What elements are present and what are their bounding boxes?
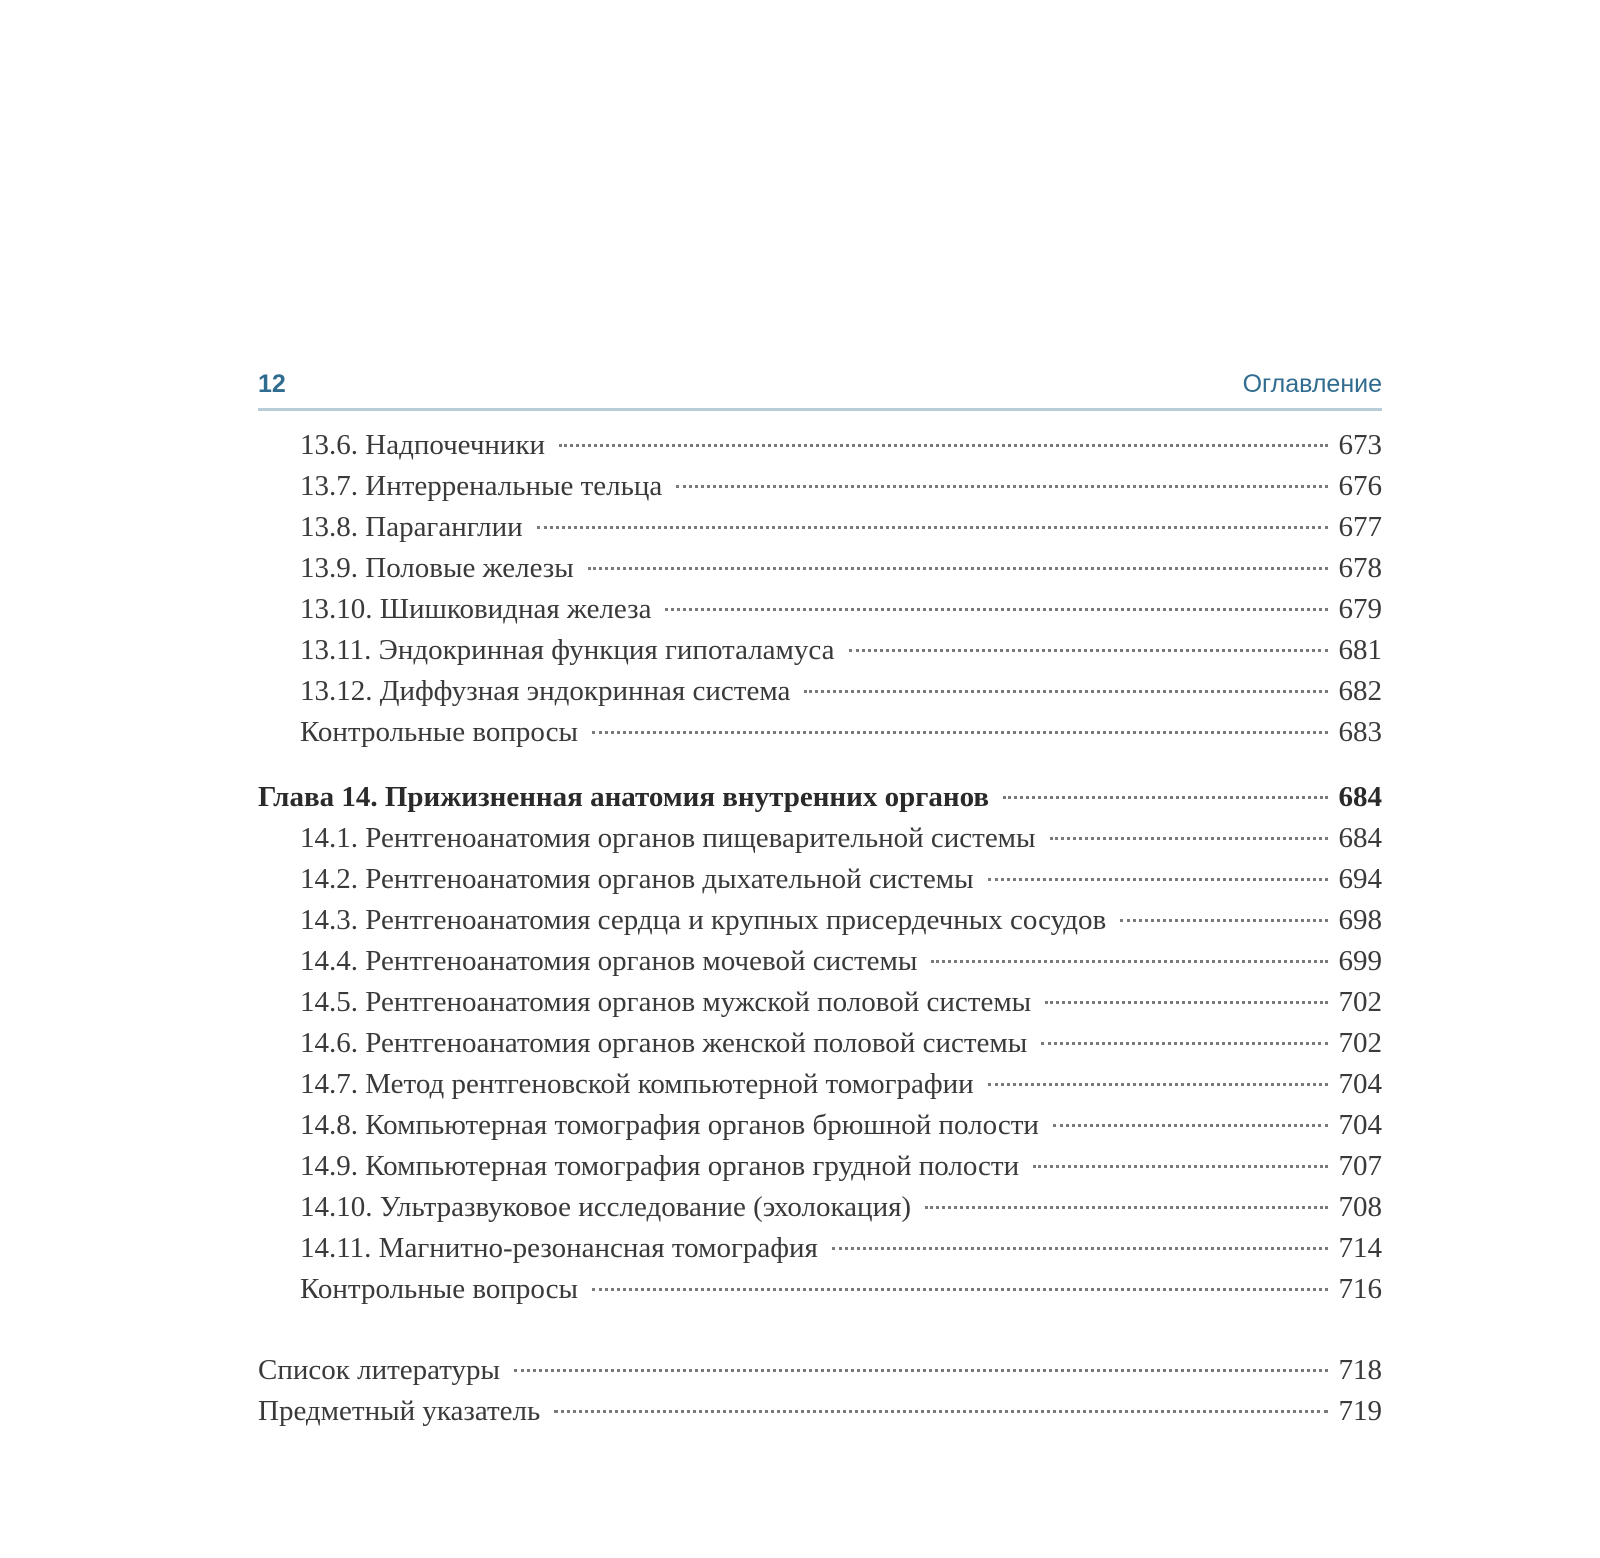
toc-entry-title: 13.12. Диффузная эндокринная система bbox=[300, 675, 791, 707]
toc-entry-page: 704 bbox=[1338, 1109, 1382, 1141]
dot-leader bbox=[988, 1083, 1328, 1086]
toc-entry-title: 13.10. Шишковидная железа bbox=[300, 593, 652, 625]
toc-entry-13-12[interactable] bbox=[258, 671, 1382, 712]
toc-entry-14-7[interactable] bbox=[258, 1064, 1382, 1105]
toc-entry-14-3[interactable] bbox=[258, 900, 1382, 941]
toc-entry-14-11[interactable] bbox=[258, 1228, 1382, 1269]
dot-leader bbox=[588, 567, 1328, 570]
toc-entry-title: Контрольные вопросы bbox=[300, 1273, 578, 1305]
toc-entry-page: 673 bbox=[1338, 429, 1382, 461]
toc-chapter-title: Глава 14. Прижизненная анатомия внутренних органов bbox=[258, 781, 990, 813]
toc-entry-page: 682 bbox=[1338, 675, 1382, 707]
toc-entry-14-5[interactable] bbox=[258, 982, 1382, 1023]
toc-entry-page: 694 bbox=[1338, 863, 1382, 895]
dot-leader bbox=[592, 731, 1328, 734]
dot-leader bbox=[592, 1288, 1328, 1291]
dot-leader bbox=[988, 878, 1328, 881]
toc-entry-13-11[interactable] bbox=[258, 630, 1382, 671]
toc-entry-page: 698 bbox=[1338, 904, 1382, 936]
toc-entry-title: 14.8. Компьютерная томография органов брюшной полости bbox=[300, 1109, 1039, 1141]
dot-leader bbox=[665, 608, 1328, 611]
toc-entry-page: 719 bbox=[1338, 1395, 1382, 1427]
toc-entry-title: 14.10. Ультразвуковое исследование (эхолокация) bbox=[300, 1191, 912, 1223]
toc-entry-14-9[interactable] bbox=[258, 1146, 1382, 1187]
toc-entry-title: 13.9. Половые железы bbox=[300, 552, 574, 584]
dot-leader bbox=[849, 649, 1328, 652]
running-title: Оглавление bbox=[1242, 370, 1382, 398]
toc-entry-13-7[interactable] bbox=[258, 466, 1382, 507]
toc-entry-page: 684 bbox=[1338, 822, 1382, 854]
toc-entry-page: 707 bbox=[1338, 1150, 1382, 1182]
toc-entry-page: 714 bbox=[1338, 1232, 1382, 1264]
dot-leader bbox=[931, 960, 1328, 963]
toc-entry-page: 704 bbox=[1338, 1068, 1382, 1100]
book-page bbox=[258, 368, 1382, 1432]
toc-entry-title: 14.9. Компьютерная томография органов грудной полости bbox=[300, 1150, 1020, 1182]
toc-entry-14-questions[interactable] bbox=[258, 1269, 1382, 1310]
table-of-contents bbox=[258, 425, 1382, 1432]
toc-entry-title: 14.3. Рентгеноанатомия сердца и крупных присердечных сосудов bbox=[300, 904, 1107, 936]
dot-leader bbox=[1053, 1124, 1328, 1127]
toc-entry-bibliography[interactable] bbox=[258, 1350, 1382, 1391]
toc-entry-14-6[interactable] bbox=[258, 1023, 1382, 1064]
toc-entry-title: 13.6. Надпочечники bbox=[300, 429, 546, 461]
dot-leader bbox=[676, 485, 1328, 488]
toc-entry-title: 14.1. Рентгеноанатомия органов пищеварительной системы bbox=[300, 822, 1036, 854]
toc-entry-page: 677 bbox=[1338, 511, 1382, 543]
toc-entry-page: 699 bbox=[1338, 945, 1382, 977]
toc-entry-page: 681 bbox=[1338, 634, 1382, 666]
dot-leader bbox=[1003, 796, 1328, 799]
toc-entry-13-10[interactable] bbox=[258, 589, 1382, 630]
toc-entry-page: 718 bbox=[1338, 1354, 1382, 1386]
toc-entry-14-10[interactable] bbox=[258, 1187, 1382, 1228]
toc-entry-subject-index[interactable] bbox=[258, 1391, 1382, 1432]
toc-entry-page: 679 bbox=[1338, 593, 1382, 625]
toc-entry-14-8[interactable] bbox=[258, 1105, 1382, 1146]
toc-entry-page: 716 bbox=[1338, 1273, 1382, 1305]
toc-entry-title: 14.5. Рентгеноанатомия органов мужской половой системы bbox=[300, 986, 1032, 1018]
toc-entry-title: 14.2. Рентгеноанатомия органов дыхательной системы bbox=[300, 863, 974, 895]
page-number: 12 bbox=[258, 370, 286, 398]
toc-entry-13-9[interactable] bbox=[258, 548, 1382, 589]
dot-leader bbox=[1033, 1165, 1328, 1168]
toc-entry-title: 14.6. Рентгеноанатомия органов женской половой системы bbox=[300, 1027, 1028, 1059]
toc-entry-page: 708 bbox=[1338, 1191, 1382, 1223]
toc-entry-14-1[interactable] bbox=[258, 818, 1382, 859]
toc-chapter-14[interactable] bbox=[258, 777, 1382, 818]
toc-entry-title: Предметный указатель bbox=[258, 1395, 541, 1427]
toc-entry-title: 13.7. Интерренальные тельца bbox=[300, 470, 663, 502]
dot-leader bbox=[925, 1206, 1328, 1209]
dot-leader bbox=[514, 1369, 1328, 1372]
toc-entry-title: Контрольные вопросы bbox=[300, 716, 578, 748]
toc-entry-title: 13.8. Параганглии bbox=[300, 511, 523, 543]
toc-entry-page: 678 bbox=[1338, 552, 1382, 584]
toc-entry-page: 702 bbox=[1338, 986, 1382, 1018]
dot-leader bbox=[1050, 837, 1328, 840]
toc-entry-13-questions[interactable] bbox=[258, 712, 1382, 753]
toc-entry-title: 13.11. Эндокринная функция гипоталамуса bbox=[300, 634, 835, 666]
dot-leader bbox=[1120, 919, 1328, 922]
dot-leader bbox=[537, 526, 1328, 529]
toc-entry-14-4[interactable] bbox=[258, 941, 1382, 982]
toc-entry-13-6[interactable] bbox=[258, 425, 1382, 466]
toc-chapter-page: 684 bbox=[1338, 781, 1382, 813]
toc-entry-title: 14.7. Метод рентгеновской компьютерной томографии bbox=[300, 1068, 974, 1100]
toc-entry-title: 14.11. Магнитно-резонансная томография bbox=[300, 1232, 818, 1264]
toc-entry-page: 676 bbox=[1338, 470, 1382, 502]
dot-leader bbox=[804, 690, 1328, 693]
dot-leader bbox=[559, 444, 1328, 447]
toc-entry-page: 702 bbox=[1338, 1027, 1382, 1059]
dot-leader bbox=[832, 1247, 1328, 1250]
toc-entry-title: 14.4. Рентгеноанатомия органов мочевой системы bbox=[300, 945, 918, 977]
toc-entry-13-8[interactable] bbox=[258, 507, 1382, 548]
toc-entry-14-2[interactable] bbox=[258, 859, 1382, 900]
toc-entry-page: 683 bbox=[1338, 716, 1382, 748]
dot-leader bbox=[1045, 1001, 1328, 1004]
dot-leader bbox=[1041, 1042, 1328, 1045]
toc-entry-title: Список литературы bbox=[258, 1354, 501, 1386]
dot-leader bbox=[554, 1410, 1328, 1413]
running-head bbox=[258, 368, 1382, 411]
